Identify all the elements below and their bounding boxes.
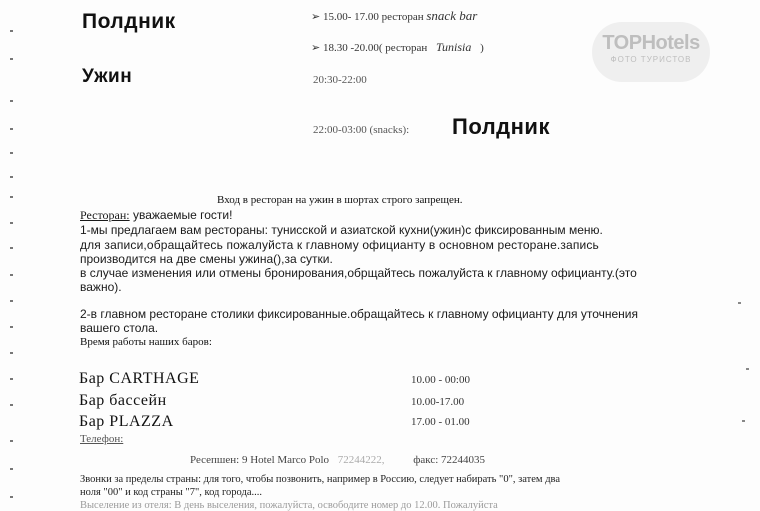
paragraph-2-line-1: 2-в главном ресторане столики фиксированные.обращайтесь к главному официанту для уточнения bbox=[80, 307, 638, 321]
fax: факс: 72244035 bbox=[413, 454, 486, 466]
paragraph-1-line-5: важно). bbox=[80, 280, 122, 294]
snack-time-1: 15.00- 17.00 ресторан bbox=[322, 11, 424, 23]
paragraph-1-line-1: 1-мы предлагаем вам рестораны: тунисской и азиатской кухни(ужин)с фиксированным меню. bbox=[80, 223, 603, 237]
paren-close: ) bbox=[480, 42, 484, 54]
bar-hours-pool: 10.00-17.00 bbox=[411, 396, 465, 408]
watermark-logo bbox=[592, 22, 710, 82]
bars-hours-label: Время работы наших баров: bbox=[80, 336, 212, 348]
arrow-bullet-icon: ➢ bbox=[311, 11, 321, 23]
snack-time-line-2 bbox=[311, 40, 484, 55]
late-snack-time: 22:00-03:00 (snacks): bbox=[313, 124, 410, 136]
reception-number: 72244222, bbox=[337, 454, 385, 466]
snack-time-2: 18.30 -20.00( ресторан bbox=[322, 42, 428, 54]
dinner-heading: Ужин bbox=[82, 66, 133, 87]
snack-place-2: Tunisia bbox=[436, 40, 472, 54]
calls-line-1: Звонки за пределы страны: для того, чтобы позвонить, например в Россию, следует набирать "0", затем два bbox=[80, 474, 561, 485]
bar-name-carthage: Бар CARTHAGE bbox=[79, 370, 200, 387]
paragraph-1-line-4: в случае изменения или отмены бронирования,обрщайтесь пожалуйста к главному официанту.(это bbox=[80, 266, 637, 280]
shorts-notice: Вход в ресторан на ужин в шортах строго запрещен. bbox=[217, 194, 463, 206]
arrow-bullet-icon: ➢ bbox=[311, 42, 321, 54]
paragraph-2-line-2: вашего стола. bbox=[80, 321, 159, 335]
calls-line-2: ноля "00" и код страны "7", код города.... bbox=[80, 487, 262, 498]
paragraph-1-line-3: производится на две смены ужина(),за сутки. bbox=[80, 252, 333, 266]
checkout-line: Выселение из отеля: В день выселения, пожалуйста, освободите номер до 12.00. Пожалуйста bbox=[80, 500, 498, 511]
phone-label: Телефон: bbox=[80, 433, 124, 445]
bar-hours-carthage: 10.00 - 00:00 bbox=[411, 374, 470, 386]
paragraph-1-line-2: для записи,обращайтесь пожалуйста к главному официанту в основном ресторане.запись bbox=[80, 238, 599, 252]
snack-time-line-1 bbox=[311, 8, 477, 24]
snack-heading: Полдник bbox=[82, 10, 176, 33]
dinner-time: 20:30-22:00 bbox=[313, 74, 367, 86]
bar-name-pool: Бар бассейн bbox=[79, 392, 167, 409]
snack-place-1: snack bar bbox=[426, 8, 478, 23]
restaurant-line bbox=[80, 208, 232, 222]
reception-hotel: Ресепшен: 9 Hotel Marco Polo bbox=[190, 454, 330, 466]
bar-name-plazza: Бар PLAZZA bbox=[79, 413, 174, 430]
restaurant-label: Ресторан: bbox=[80, 208, 130, 222]
reception-line bbox=[190, 454, 485, 466]
greeting: уважаемые гости! bbox=[129, 208, 233, 222]
bar-hours-plazza: 17.00 - 01.00 bbox=[411, 416, 470, 428]
watermark-subtitle: ФОТО ТУРИСТОВ bbox=[610, 55, 692, 64]
scan-edge-marks bbox=[10, 0, 24, 510]
watermark-brand: TOPHotels bbox=[602, 32, 700, 54]
late-snack-heading: Полдник bbox=[452, 114, 550, 139]
